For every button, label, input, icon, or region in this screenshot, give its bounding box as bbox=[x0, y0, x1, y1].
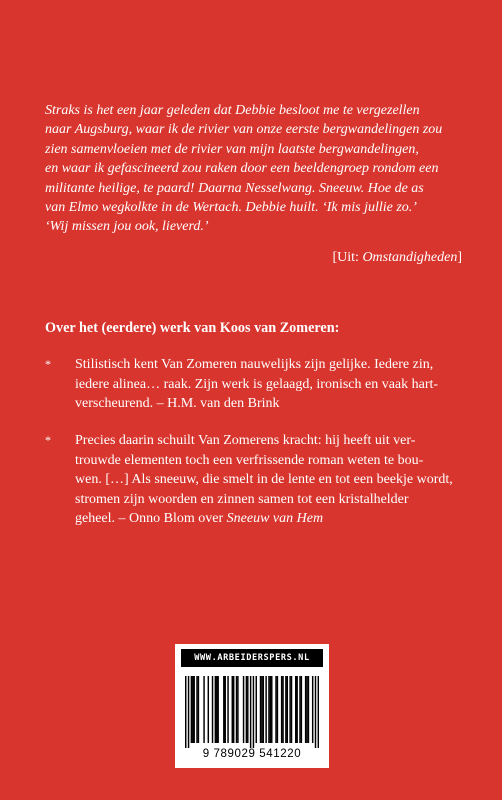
excerpt-source bbox=[332, 248, 462, 267]
barcode-bars bbox=[185, 676, 319, 748]
excerpt-line: ‘Wij missen jou ook, lieverd.’ bbox=[45, 219, 209, 235]
barcode-bar bbox=[270, 676, 271, 743]
barcode-bar bbox=[318, 676, 319, 748]
source-suffix: ] bbox=[457, 250, 462, 265]
barcode-bar bbox=[224, 676, 225, 743]
barcode-bar bbox=[271, 676, 272, 743]
barcode-bar bbox=[253, 676, 254, 748]
excerpt-line: naar Augsburg, waar ik de rivier van onze eerste bergwandelingen zou bbox=[45, 122, 443, 138]
barcode-bar bbox=[243, 676, 244, 743]
barcode-box bbox=[175, 644, 329, 768]
quote-line bbox=[75, 509, 465, 529]
barcode-bar bbox=[208, 676, 209, 743]
barcode-bar bbox=[215, 676, 216, 743]
barcode-bar bbox=[185, 676, 186, 748]
quote-text bbox=[75, 431, 465, 529]
excerpt-line: van Elmo wegkolkte in de Wertach. Debbie huilt. ‘Ik mis jullie zo.’ bbox=[45, 200, 417, 216]
barcode-bar bbox=[289, 676, 290, 743]
quoted-book-title: Sneeuw van Hem bbox=[226, 511, 324, 527]
bullet-star: * bbox=[45, 433, 51, 447]
barcode-bar bbox=[265, 676, 266, 743]
barcode-bar bbox=[277, 676, 278, 743]
barcode-bar bbox=[263, 676, 264, 743]
quote-line: stromen zijn woorden en zinnen samen tot een kristalhelder bbox=[75, 491, 409, 507]
barcode-bar bbox=[275, 676, 276, 743]
barcode-bar bbox=[246, 676, 247, 743]
praise-quote bbox=[45, 355, 465, 414]
barcode-bar bbox=[295, 676, 296, 743]
excerpt-line: zien samenvloeien met de rivier van mijn laatste bergwandelingen, bbox=[45, 141, 419, 157]
barcode-bar bbox=[223, 676, 224, 743]
quote-text bbox=[75, 355, 465, 414]
barcode-bar bbox=[299, 676, 300, 743]
quote-line: trouwde elementen toch een verfrissende roman weten te bou- bbox=[75, 452, 424, 468]
quote-line: wen. […] Als sneeuw, die smelt in de lente en tot een beekje wordt, bbox=[75, 472, 453, 488]
barcode-bar bbox=[268, 676, 269, 743]
barcode-bar bbox=[256, 676, 257, 743]
barcode-bar bbox=[296, 676, 297, 743]
quote-line: iedere alinea… raak. Zijn werk is gelaagd, ironisch en vaak hart- bbox=[75, 376, 439, 392]
barcode-bar bbox=[281, 676, 282, 743]
quote-line: Stilistisch kent Van Zomeren nauwelijks zijn gelijke. Iedere zin, bbox=[75, 357, 434, 372]
barcode-bar bbox=[237, 676, 238, 743]
publisher-url: WWW.ARBEIDERSPERS.NL bbox=[181, 649, 323, 667]
barcode-bar bbox=[232, 676, 233, 743]
barcode-bar bbox=[216, 676, 217, 743]
quote-line: verscheurend. – H.M. van den Brink bbox=[75, 396, 280, 412]
barcode-bar bbox=[312, 676, 313, 743]
barcode-bar bbox=[308, 676, 309, 743]
isbn-number: 9 789029 541220 bbox=[202, 748, 302, 760]
barcode-bar bbox=[291, 676, 292, 743]
barcode-bar bbox=[233, 676, 234, 743]
barcode-bar bbox=[285, 676, 286, 743]
barcode-bar bbox=[217, 676, 218, 743]
barcode-bar bbox=[212, 676, 213, 743]
barcode-bar bbox=[198, 676, 199, 743]
source-prefix: [Uit: bbox=[332, 250, 363, 265]
barcode-bar bbox=[305, 676, 306, 743]
excerpt-line: en waar ik gefascineerd zou raken door een beeldengroep rondom een bbox=[45, 161, 439, 177]
barcode-bar bbox=[287, 676, 288, 743]
excerpt-line: militante heilige, te paard! Daarna Nesselwang. Sneeuw. Hoe de as bbox=[45, 180, 424, 196]
barcode-bar bbox=[250, 676, 251, 748]
barcode-bar bbox=[191, 676, 192, 743]
barcode-bar bbox=[306, 676, 307, 743]
source-title: Omstandigheden bbox=[362, 250, 458, 265]
barcode-bar bbox=[196, 676, 197, 743]
barcode-bar bbox=[247, 676, 248, 743]
barcode-bar bbox=[188, 676, 189, 748]
barcode-bar bbox=[236, 676, 237, 743]
barcode-bar bbox=[227, 676, 228, 743]
quote-last-line: geheel. – Onno Blom over bbox=[75, 511, 227, 527]
barcode-bar bbox=[193, 676, 194, 743]
quote-line: Precies daarin schuilt Van Zomerens kracht: hij heeft uit ver- bbox=[75, 433, 416, 448]
barcode-bar bbox=[315, 676, 316, 748]
bullet-star: * bbox=[45, 357, 51, 371]
barcode-bar bbox=[282, 676, 283, 743]
barcode-bar bbox=[261, 676, 262, 743]
barcode-bar bbox=[203, 676, 204, 743]
praise-quote bbox=[45, 431, 465, 529]
praise-heading: Over het (eerdere) werk van Koos van Zomeren: bbox=[45, 320, 340, 336]
barcode-bar bbox=[260, 676, 261, 743]
barcode-bar bbox=[301, 676, 302, 743]
excerpt-line: Straks is het een jaar geleden dat Debbie besloot me te vergezellen bbox=[45, 103, 420, 118]
book-excerpt bbox=[45, 101, 475, 237]
barcode-bar bbox=[192, 676, 193, 743]
